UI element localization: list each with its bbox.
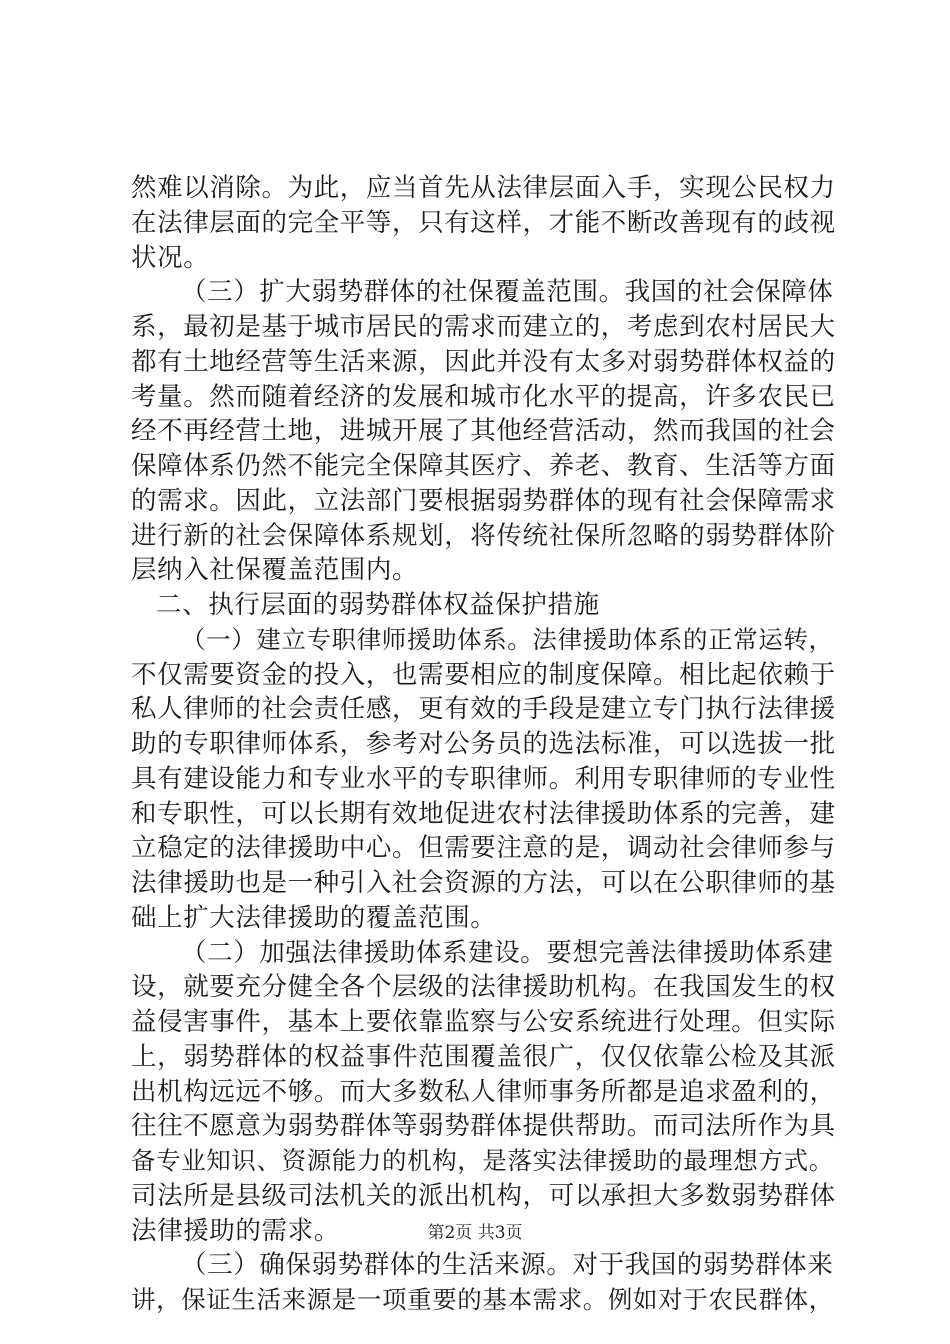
text-line: （二）加强法律援助体系建设。要想完善法律援助体系建 [181,937,834,968]
text-line: 进行新的社会保障体系规划，将传统社保所忽略的弱势群体阶 [131,520,836,551]
text-line: 备专业知识、资源能力的机构，是落实法律援助的最理想方式。 [131,1146,834,1175]
text-line: 私人律师的社会责任感，更有效的手段是建立专门执行法律援 [131,694,836,725]
text-line: 经不再经营土地，进城开展了其他经营活动，然而我国的社会 [131,416,836,447]
text-line: 保障体系仍然不能完全保障其医疗、养老、教育、生活等方面 [131,451,836,481]
text-line: 二、执行层面的弱势群体权益保护措施 [156,590,600,620]
text-line: 然难以消除。为此，应当首先从法律层面入手，实现公民权力 [131,173,836,203]
text-line: 和专职性，可以长期有效地促进农村法律援助体系的完善，建 [131,798,836,829]
text-line: （三）确保弱势群体的生活来源。对于我国的弱势群体来 [181,1250,834,1281]
text-line: 在法律层面的完全平等，只有这样，才能不断改善现有的歧视 [131,207,836,238]
text-line: 状况。 [131,242,210,273]
text-line: 考量。然而随着经济的发展和城市化水平的提高，许多农民已 [131,381,836,412]
text-line: 司法所是县级司法机关的派出机构，可以承担大多数弱势群体 [131,1180,836,1211]
text-line: 往往不愿意为弱势群体等弱势群体提供帮助。而司法所作为具 [131,1111,836,1142]
text-line: 法律援助也是一种引入社会资源的方法，可以在公职律师的基 [131,868,836,898]
text-line: 系，最初是基于城市居民的需求而建立的，考虑到农村居民大 [131,312,836,342]
text-line: 础上扩大法律援助的覆盖范围。 [131,902,497,933]
text-line: 设，就要充分健全各个层级的法律援助机构。在我国发生的权 [131,972,836,1003]
text-line: （三）扩大弱势群体的社保覆盖范围。我国的社会保障体 [181,277,834,308]
body-text [131,171,841,1318]
text-line: 都有土地经营等生活来源，因此并没有太多对弱势群体权益的 [131,346,836,377]
text-line: 上，弱势群体的权益事件范围覆盖很广，仅仅依靠公检及其派 [131,1041,836,1072]
text-line: 法律援助的需求。 [131,1215,340,1246]
text-line: 不仅需要资金的投入，也需要相应的制度保障。相比起依赖于 [131,659,836,690]
text-line: 具有建设能力和专业水平的专职律师。利用专职律师的专业性 [131,763,836,794]
text-line: 立稳定的法律援助中心。但需要注意的是，调动社会律师参与 [131,833,836,864]
text-line: 益侵害事件，基本上要依靠监察与公安系统进行处理。但实际 [131,1007,836,1037]
text-line: （一）建立专职律师援助体系。法律援助体系的正常运转， [181,624,834,654]
text-line: 助的专职律师体系，参考对公务员的选法标准，可以选拔一批 [131,729,836,759]
text-line: 层纳入社保覆盖范围内。 [131,555,419,586]
text-line: 讲，保证生活来源是一项重要的基本需求。例如对于农民群体， [131,1285,834,1314]
text-line: 出机构远远不够。而大多数私人律师事务所都是追求盈利的， [131,1076,836,1107]
text-line: 的需求。因此，立法部门要根据弱势群体的现有社会保障需求 [131,485,836,516]
page-number-footer: 第2页 共3页 [427,1223,523,1243]
